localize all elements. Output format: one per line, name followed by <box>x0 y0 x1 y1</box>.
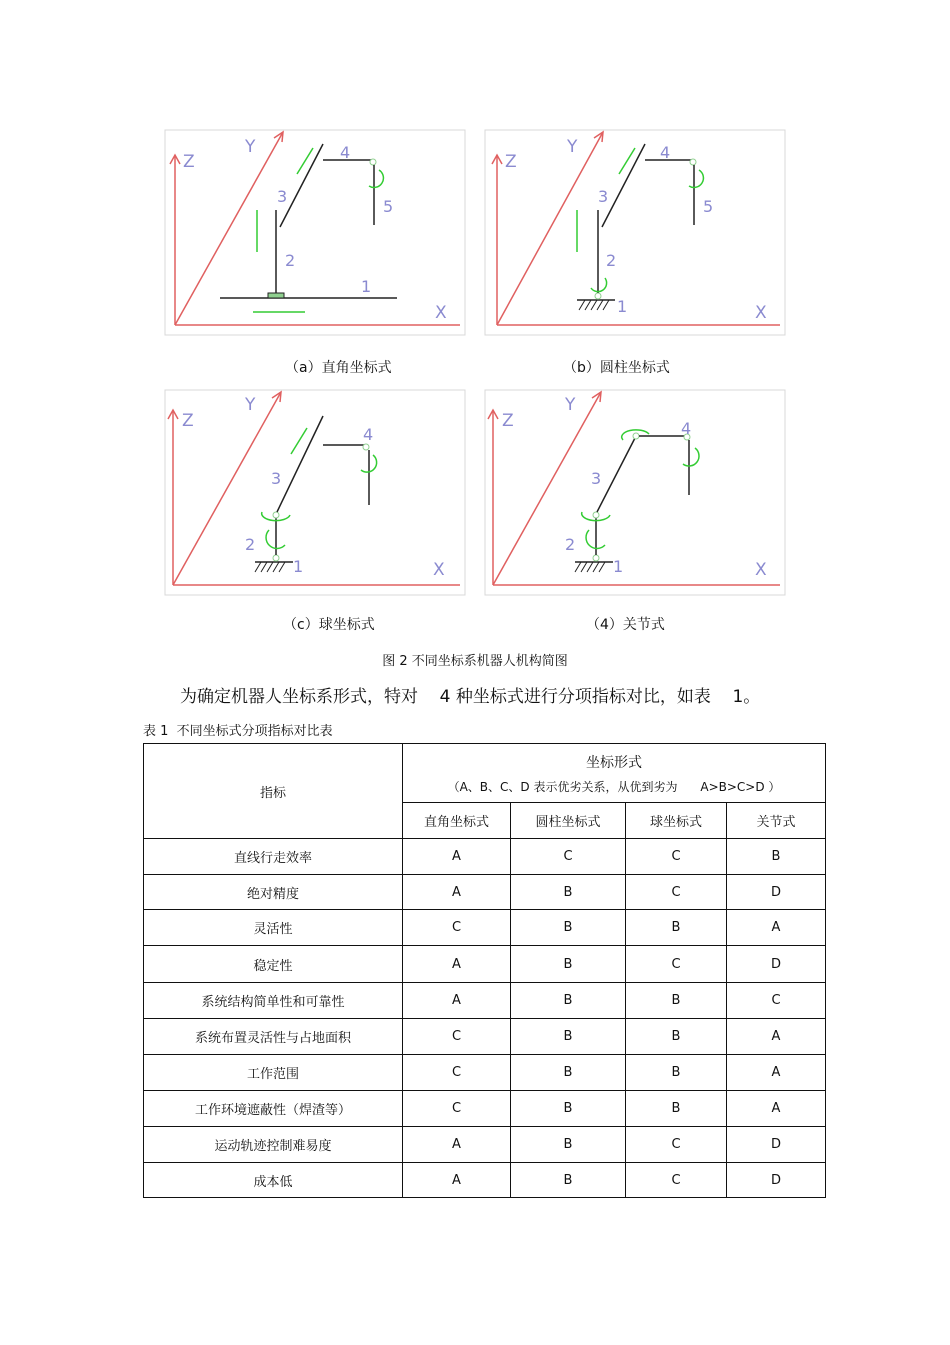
column-header: 关节式 <box>727 803 826 839</box>
joint-number-2: 2 <box>565 535 576 554</box>
panel-caption-b: （b）圆柱坐标式 <box>563 360 670 376</box>
z-axis-label: Z <box>183 152 195 172</box>
table-row <box>144 910 826 946</box>
rating-cell: A <box>403 983 511 1019</box>
rating-cell: A <box>727 910 826 946</box>
joint-number-5: 5 <box>703 197 714 216</box>
joint-number-3: 3 <box>598 187 609 206</box>
z-axis-label: Z <box>505 152 517 172</box>
x-axis-label: X <box>435 303 447 323</box>
joint-number-4: 4 <box>660 143 671 162</box>
header-group-title: 坐标形式 <box>586 754 642 771</box>
header-group-note: （A、B、C、D 表示优劣关系，从优到劣为 A>B>C>D ） <box>447 779 781 794</box>
table-row <box>144 875 826 910</box>
comparison-table <box>143 743 826 1198</box>
wrist-joint <box>370 159 376 165</box>
rating-cell: B <box>727 839 826 875</box>
figure-panel-c <box>165 390 465 595</box>
row-indicator: 成本低 <box>144 1163 403 1198</box>
joint-number-1: 1 <box>361 277 372 296</box>
ground-hatch <box>579 300 609 310</box>
joint-number-1: 1 <box>617 297 628 316</box>
rating-cell: C <box>403 1055 511 1091</box>
rotation-arrow-5 <box>369 170 383 187</box>
y-axis-label: Y <box>567 137 578 157</box>
rating-cell: A <box>403 946 511 983</box>
motion-arrow-3 <box>297 148 313 174</box>
table-row <box>144 1091 826 1127</box>
figure-panel-b <box>485 130 785 335</box>
panel-frame <box>485 390 785 595</box>
rating-cell: B <box>511 1055 626 1091</box>
rating-cell: A <box>403 1163 511 1198</box>
column-header: 圆柱坐标式 <box>511 803 626 839</box>
rating-cell: C <box>727 983 826 1019</box>
panel-frame <box>485 130 785 335</box>
panel-caption-d: （4）关节式 <box>586 617 665 633</box>
joint-number-4: 4 <box>681 419 692 438</box>
rating-cell: B <box>511 875 626 910</box>
table-row <box>144 983 826 1019</box>
row-indicator: 工作范围 <box>144 1055 403 1091</box>
rotation-arrow-5 <box>689 170 703 187</box>
joint-number-2: 2 <box>285 251 296 270</box>
rotation-arrow-4 <box>683 448 699 466</box>
shoulder-joint <box>593 512 599 518</box>
rating-cell: D <box>727 1163 826 1198</box>
x-axis-label: X <box>755 560 767 580</box>
z-axis-label: Z <box>182 411 194 431</box>
upper-arm <box>597 438 635 512</box>
figure-panel-d <box>485 390 785 595</box>
joint-number-3: 3 <box>277 187 288 206</box>
figure-caption: 图 2 不同坐标系机器人机构简图 <box>382 654 568 669</box>
rating-cell: C <box>626 946 727 983</box>
table-row <box>144 1163 826 1198</box>
x-axis-label: X <box>755 303 767 323</box>
joint-number-5: 5 <box>383 197 394 216</box>
rotation-arrow-1 <box>591 278 607 292</box>
wrist-joint <box>363 444 369 450</box>
header-group <box>403 744 826 803</box>
y-axis-label: Y <box>245 137 256 157</box>
rating-cell: D <box>727 875 826 910</box>
rating-cell: A <box>727 1019 826 1055</box>
rating-cell: C <box>626 875 727 910</box>
table-row <box>144 839 826 875</box>
ground-hatch <box>575 562 605 572</box>
cartesian-robot-diagram <box>165 130 465 335</box>
column-header: 直角坐标式 <box>403 803 511 839</box>
spherical-robot-diagram <box>165 390 465 595</box>
rating-cell: B <box>626 1019 727 1055</box>
horizontal-arm <box>280 144 323 227</box>
rating-cell: B <box>511 946 626 983</box>
z-axis-label: Z <box>502 411 514 431</box>
rating-cell: C <box>626 1163 727 1198</box>
elbow-joint <box>633 433 639 439</box>
rating-cell: A <box>403 1127 511 1163</box>
motion-arrow-3 <box>291 428 307 454</box>
row-indicator: 运动轨迹控制难易度 <box>144 1127 403 1163</box>
rating-cell: B <box>511 1163 626 1198</box>
row-indicator: 灵活性 <box>144 910 403 946</box>
motion-arrow-3 <box>619 148 635 174</box>
rating-cell: B <box>626 1091 727 1127</box>
rating-cell: C <box>626 839 727 875</box>
shoulder-joint <box>273 512 279 518</box>
rating-cell: B <box>511 1127 626 1163</box>
joint-number-4: 4 <box>340 143 351 162</box>
horizontal-arm <box>602 144 645 227</box>
y-axis-label: Y <box>245 395 256 415</box>
joint-number-2: 2 <box>245 535 256 554</box>
row-indicator: 稳定性 <box>144 946 403 983</box>
header-indicator: 指标 <box>144 744 403 839</box>
rating-cell: A <box>403 875 511 910</box>
row-indicator: 工作环境遮蔽性（焊渣等） <box>144 1091 403 1127</box>
rating-cell: B <box>626 983 727 1019</box>
base-carriage <box>268 293 284 298</box>
table-row <box>144 1127 826 1163</box>
rating-cell: B <box>626 1055 727 1091</box>
rating-cell: C <box>403 910 511 946</box>
row-indicator: 系统结构简单性和可靠性 <box>144 983 403 1019</box>
rating-cell: B <box>511 1019 626 1055</box>
joint-number-4: 4 <box>363 425 374 444</box>
panel-caption-c: （c）球坐标式 <box>283 617 375 633</box>
rating-cell: C <box>403 1091 511 1127</box>
rating-cell: B <box>511 1091 626 1127</box>
table-row <box>144 1019 826 1055</box>
rating-cell: D <box>727 946 826 983</box>
base-joint <box>595 293 601 299</box>
rating-cell: D <box>727 1127 826 1163</box>
rating-cell: B <box>511 983 626 1019</box>
joint-number-3: 3 <box>591 469 602 488</box>
cylindrical-robot-diagram <box>485 130 785 335</box>
joint-number-2: 2 <box>606 251 617 270</box>
y-axis-label: Y <box>565 395 576 415</box>
row-indicator: 直线行走效率 <box>144 839 403 875</box>
rating-cell: B <box>511 910 626 946</box>
rating-cell: A <box>727 1091 826 1127</box>
rating-cell: B <box>626 910 727 946</box>
articulated-robot-diagram <box>485 390 785 595</box>
rating-cell: A <box>727 1055 826 1091</box>
x-axis-label: X <box>433 560 445 580</box>
rating-cell: C <box>626 1127 727 1163</box>
column-header: 球坐标式 <box>626 803 727 839</box>
table-caption: 表 1 不同坐标式分项指标对比表 <box>143 724 333 739</box>
panel-frame <box>165 390 465 595</box>
joint-number-1: 1 <box>293 557 304 576</box>
table-row <box>144 946 826 983</box>
row-indicator: 系统布置灵活性与占地面积 <box>144 1019 403 1055</box>
base-joint <box>593 555 599 561</box>
extending-arm <box>277 416 323 512</box>
joint-number-1: 1 <box>613 557 624 576</box>
rating-cell: A <box>403 839 511 875</box>
joint-number-3: 3 <box>271 469 282 488</box>
panel-caption-a: （a）直角坐标式 <box>285 360 392 376</box>
figure-panel-a <box>165 130 465 335</box>
body-paragraph: 为确定机器人坐标系形式，特对 4 种坐标式进行分项指标对比，如表 1。 <box>180 687 761 707</box>
rating-cell: C <box>511 839 626 875</box>
table-row <box>144 1055 826 1091</box>
row-indicator: 绝对精度 <box>144 875 403 910</box>
ground-hatch <box>255 562 285 572</box>
wrist-joint <box>690 159 696 165</box>
base-joint <box>273 555 279 561</box>
rating-cell: C <box>403 1019 511 1055</box>
